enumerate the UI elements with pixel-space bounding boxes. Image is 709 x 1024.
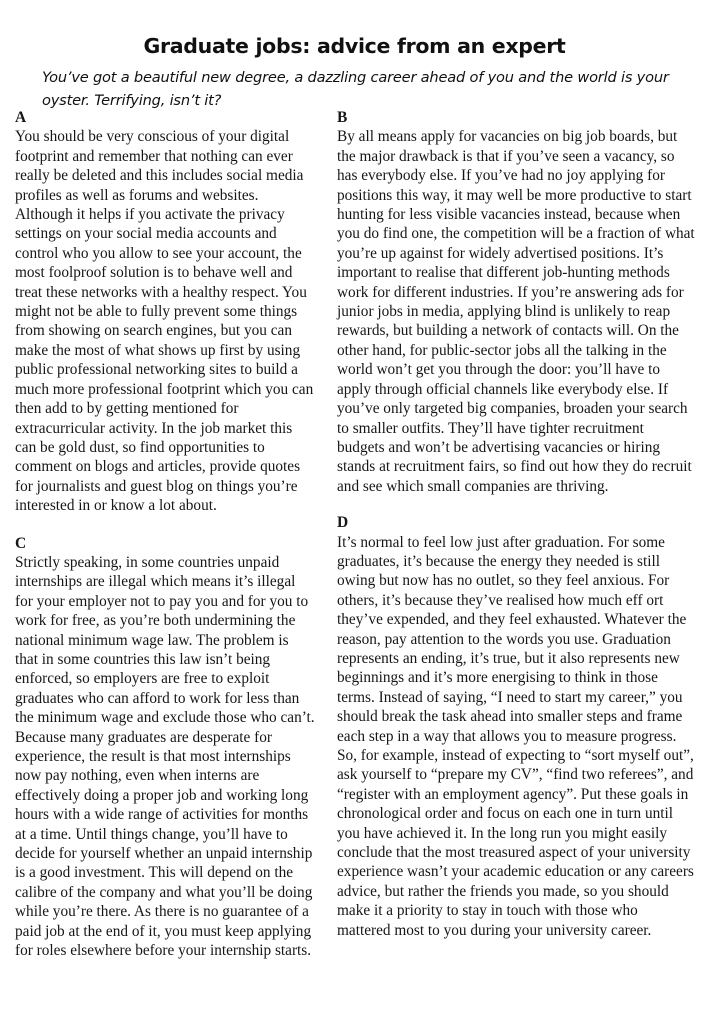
article-intro: You’ve got a beautiful new degree, a dazzling career ahead of you and the world is your oyster. Terrifying, isn’t it? xyxy=(42,68,669,109)
section-d-label: D xyxy=(337,514,349,532)
section-c-label: C xyxy=(15,534,27,552)
left-column xyxy=(15,108,315,960)
section-b-text: By all means apply for vacancies on big job boards, but the major drawback is that if you’ve seen a vacancy, so has everybody else. If you’ve had no joy applying for positions this way, it may well be more productive to start hunting for less visible vacancies instead, because when you do find one, the competition will be a fraction of what you’re up against for widely advertised positions. It’s important to realise that different job-hunting methods work for different industries. If you’re answering ads for junior jobs in media, applying blind is unlikely to reap rewards, but building a network of contacts will. On the other hand, for public-sector jobs all the talking in the world won’t get you through the door: you’ll have to apply through official channels like everybody else. If you’ve only targeted big companies, broaden your search to smaller outfits. They’ll have tighter recruitment budgets and won’t be advertising vacancies or hiring stands at recruitment fairs, so find out how they do recruit and see which small companies are thriving. xyxy=(337,128,695,495)
section-d-text: It’s normal to feel low just after graduation. For some graduates, it’s because the energy they needed is still owing but now has no outlet, so they feel anxious. For others, it’s because they’ve realised how much eff ort they’ve expended, and they feel exhausted. Whatever the reason, pay attention to the words you use. Graduation represents an ending, it’s true, but it also represents new beginnings and it’s more energising to think in those terms. Instead of saying, “I need to start my career,” you should break the task ahead into smaller steps and frame each step in a way that allows you to measure progress. So, for example, instead of expecting to “sort myself out”, ask yourself to “prepare my CV”, “find two referees”, and “register with an employment agency”. Put these goals in chronological order and focus on each one in turn until you have achieved it. In the long run you might easily conclude that the most treasured aspect of your university experience wasn’t your academic education or any careers advice, but rather the friends you made, so you should make it a priority to stay in touch with those who mattered most to you during your university career. xyxy=(337,533,694,939)
right-column xyxy=(337,108,695,940)
section-a xyxy=(15,108,315,516)
section-c xyxy=(15,534,315,961)
section-a-text: You should be very conscious of your digital footprint and remember that nothing can ever really be deleted and this includes social media profiles as well as forums and websites. Although it helps if you activate the privacy settings on your social media accounts and control who you allow to see your account, the most foolproof solution is to behave well and treat these networks with a healthy respect. You might not be able to fully prevent some things from showing on search engines, but you can make the most of what shows up first by using public professional networking sites to build a much more professional footprint which you can then add to by getting mentioned for extracurricular activity. In the job market this can be gold dust, so find opportunities to comment on blogs and articles, provide quotes for journalists and guest blog on things you’re interested in or know a lot about. xyxy=(15,128,314,515)
article-title: Graduate jobs: advice from an expert xyxy=(143,33,566,58)
section-b-label: B xyxy=(337,109,348,126)
section-c-text: Strictly speaking, in some countries unpaid internships are illegal which means it’s illegal for your employer not to pay you and for you to work for free, as you’re both undermining the national minimum wage law. The problem is that in some countries this law isn’t being enforced, so employers are free to exploit graduates who can afford to work for less than the minimum wage and exclude those who can’t. Because many graduates are desperate for experience, the result is that most internships now pay nothing, even when interns are effectively doing a proper job and working long hours with a wide range of activities for months at a time. Until things change, you’ll have to decide for yourself whether an unpaid internship is a good investment. This will depend on the calibre of the company and what you’ll be doing while you’re there. As there is no guarantee of a paid job at the end of it, you must keep applying for roles elsewhere before your internship starts. xyxy=(15,553,315,960)
section-d xyxy=(337,513,695,940)
section-b xyxy=(337,108,695,496)
section-a-label: A xyxy=(15,109,27,126)
